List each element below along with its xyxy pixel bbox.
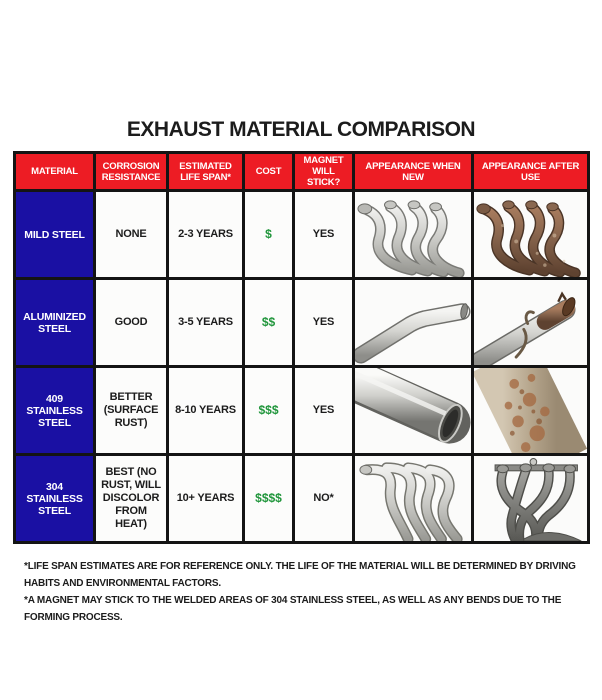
header-cost: COST <box>245 154 292 189</box>
lifespan-cell: 2-3 YEARS <box>169 192 242 277</box>
corrosion-cell: NONE <box>96 192 166 277</box>
new-headers-photo <box>355 192 471 277</box>
magnet-cell: YES <box>295 280 352 365</box>
material-cell-304-stainless: 304 STAINLESS STEEL <box>16 456 93 541</box>
corrosion-cell: BETTER (SURFACE RUST) <box>96 368 166 453</box>
cost-cell: $$ <box>245 280 292 365</box>
photo-304-used <box>474 456 587 541</box>
footnote-magnet: *A MAGNET MAY STICK TO THE WELDED AREAS OF 304 STAINLESS STEEL, AS WELL AS ANY BENDS DUE TO THE FORMING PROCESS. <box>24 595 562 623</box>
page-title: EXHAUST MATERIAL COMPARISON <box>126 118 476 141</box>
photo-304-new <box>355 456 471 541</box>
cost-cell: $ <box>245 192 292 277</box>
cost-cell: $$$$ <box>245 456 292 541</box>
photo-mild-steel-new <box>355 192 471 277</box>
comparison-table <box>13 151 590 544</box>
header-estimated-life-span: ESTIMATED LIFE SPAN* <box>169 154 242 189</box>
magnet-cell: YES <box>295 368 352 453</box>
header-magnet-will-stick: MAGNET WILL STICK? <box>295 154 352 189</box>
footnote-lifespan: *LIFE SPAN ESTIMATES ARE FOR REFERENCE ONLY. THE LIFE OF THE MATERIAL WILL BE DETERMINED BY DRIVING HABITS AND ENVIRONMENTAL FACTORS. <box>24 561 576 589</box>
photo-mild-steel-used <box>474 192 587 277</box>
magnet-cell: NO* <box>295 456 352 541</box>
material-cell-aluminized-steel: ALUMINIZED STEEL <box>16 280 93 365</box>
magnet-cell: YES <box>295 192 352 277</box>
corrosion-cell: GOOD <box>96 280 166 365</box>
photo-409-used <box>474 368 587 453</box>
bent-pipe-photo <box>355 280 471 365</box>
footnotes <box>24 558 584 626</box>
photo-aluminized-used <box>474 280 587 365</box>
straight-tube-photo <box>355 368 471 453</box>
stainless-headers-photo <box>355 456 471 541</box>
discolored-headers-photo <box>474 456 587 541</box>
material-cell-409-stainless: 409 STAINLESS STEEL <box>16 368 93 453</box>
photo-409-new <box>355 368 471 453</box>
header-material: MATERIAL <box>16 154 93 189</box>
pipe-rusty-end-photo <box>474 280 587 365</box>
photo-aluminized-new <box>355 280 471 365</box>
header-appearance-when-new: APPEARANCE WHEN NEW <box>355 154 471 189</box>
surface-rust-tube-photo <box>474 368 587 453</box>
header-corrosion-resistance: CORROSION RESISTANCE <box>96 154 166 189</box>
material-cell-mild-steel: MILD STEEL <box>16 192 93 277</box>
lifespan-cell: 10+ YEARS <box>169 456 242 541</box>
cost-cell: $$$ <box>245 368 292 453</box>
lifespan-cell: 3-5 YEARS <box>169 280 242 365</box>
corrosion-cell: BEST (NO RUST, WILL DISCOLOR FROM HEAT) <box>96 456 166 541</box>
lifespan-cell: 8-10 YEARS <box>169 368 242 453</box>
rusted-headers-photo <box>474 192 587 277</box>
header-appearance-after-use: APPEARANCE AFTER USE <box>474 154 587 189</box>
